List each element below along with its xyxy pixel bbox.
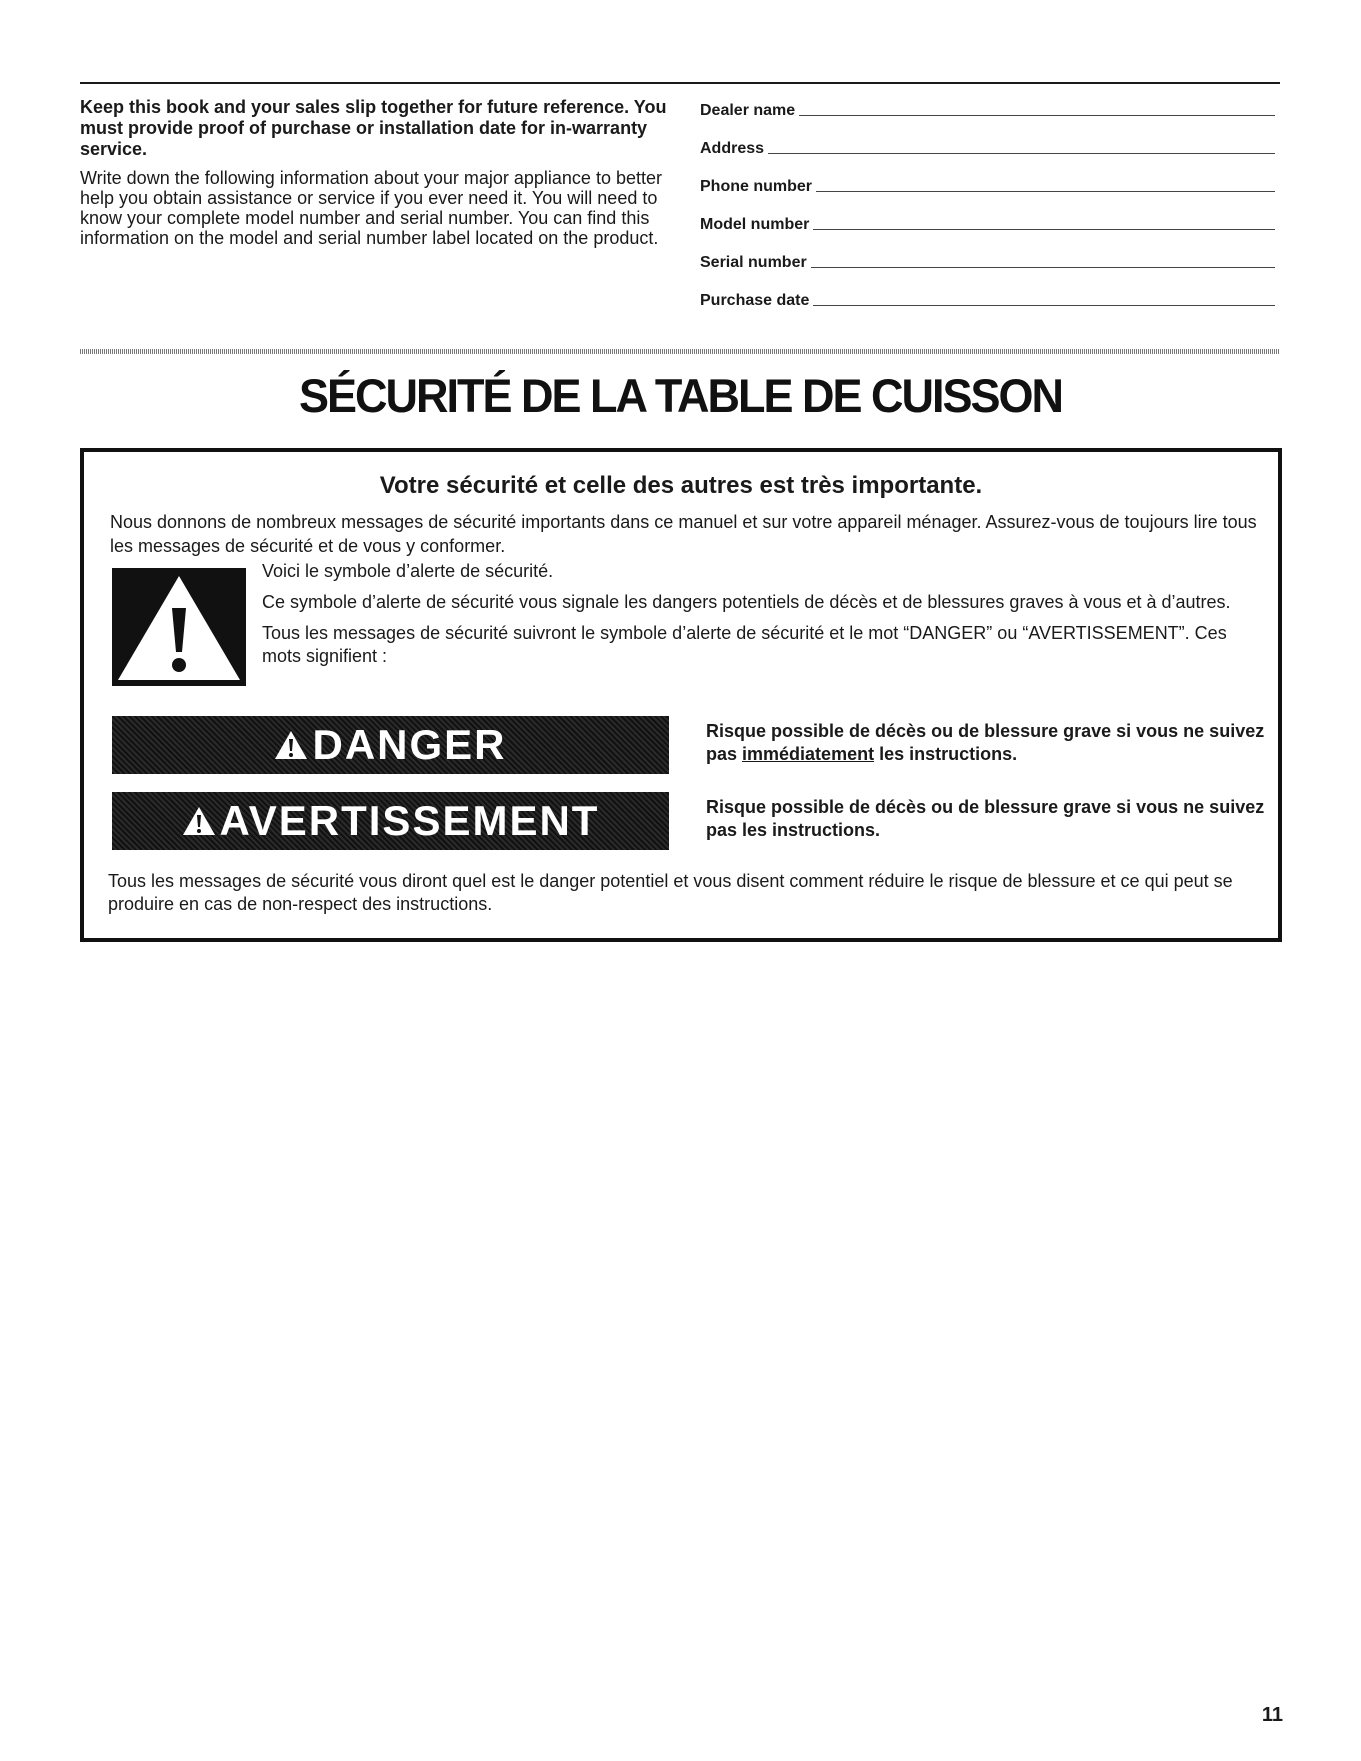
danger-text-part: Risque possible de décès ou de blessure grave si vous ne suivez pas — [706, 721, 1265, 764]
warning-word: AVERTISSEMENT — [219, 797, 600, 844]
safety-heading: Votre sécurité et celle des autres est très importante. — [379, 472, 983, 499]
warning-triangle-icon — [112, 568, 246, 686]
danger-description — [706, 720, 1266, 766]
safety-footer: Tous les messages de sécurité vous diront quel est le danger potentiel et vous disent comment réduire le risque de blessure et ce qui peut se produire en cas de non-respect des instructions. — [108, 871, 1233, 914]
record-line-dealer-name — [700, 100, 1275, 120]
blank-line — [811, 267, 1275, 268]
warning-banner-label — [182, 797, 600, 845]
intro-section — [80, 97, 670, 248]
blank-line — [816, 191, 1275, 192]
alert-explanation — [262, 560, 1262, 676]
blank-line — [768, 153, 1275, 154]
record-label: Purchase date — [700, 292, 810, 309]
top-rule — [80, 82, 1280, 84]
record-line-address — [700, 120, 1275, 158]
intro-bold-text: Keep this book and your sales slip together for future reference. You must provide proof of purchase or installation date for in-warranty service. — [80, 97, 667, 159]
symbol-line: Voici le symbole d’alerte de sécurité. — [262, 561, 554, 581]
warning-description: Risque possible de décès ou de blessure grave si vous ne suivez pas les instructions. — [706, 797, 1265, 840]
warning-triangle-small-icon — [274, 730, 308, 760]
page-title: SÉCURITÉ DE LA TABLE DE CUISSON — [298, 368, 1063, 423]
blank-line — [799, 115, 1275, 116]
warning-banner — [112, 792, 669, 850]
intro-body-text: Write down the following information about your major appliance to better help you obtain assistance or service if you ever need it. You will need to know your complete model number and serial number. You can find this information on the model and serial number label located on the product. — [80, 168, 662, 248]
danger-text-part: les instructions. — [874, 744, 1018, 764]
record-line-purchase-date — [700, 272, 1275, 310]
blank-line — [813, 229, 1275, 230]
blank-line — [813, 305, 1275, 306]
danger-banner — [112, 716, 669, 774]
signal-words-line: Tous les messages de sécurité suivront le symbole d’alerte de sécurité et le mot “DANGER” ou “AVERTISSEMENT”. Ces mots signifient : — [262, 623, 1227, 666]
record-label: Model number — [700, 216, 810, 233]
record-label: Dealer name — [700, 102, 796, 119]
danger-word: DANGER — [312, 721, 507, 768]
record-line-serial-number — [700, 234, 1275, 272]
danger-emphasis: immédiatement — [742, 744, 875, 764]
safety-box — [80, 448, 1282, 942]
record-label: Phone number — [700, 178, 813, 195]
safety-intro: Nous donnons de nombreux messages de sécurité importants dans ce manuel et sur votre appareil ménager. Assurez-vous de toujours lire tous les messages de sécurité et de vous y conformer. — [110, 512, 1257, 556]
symbol-meaning: Ce symbole d’alerte de sécurité vous signale les dangers potentiels de décès et de blessures graves à vous et à d’autres. — [262, 592, 1231, 612]
page-number: 11 — [1261, 1704, 1283, 1726]
danger-banner-label — [274, 721, 506, 769]
record-line-phone-number — [700, 158, 1275, 196]
section-divider — [80, 349, 1280, 354]
record-label: Address — [700, 140, 765, 157]
warning-triangle-small-icon — [182, 806, 216, 836]
record-form — [700, 100, 1275, 310]
record-line-model-number — [700, 196, 1275, 234]
record-label: Serial number — [700, 254, 807, 271]
